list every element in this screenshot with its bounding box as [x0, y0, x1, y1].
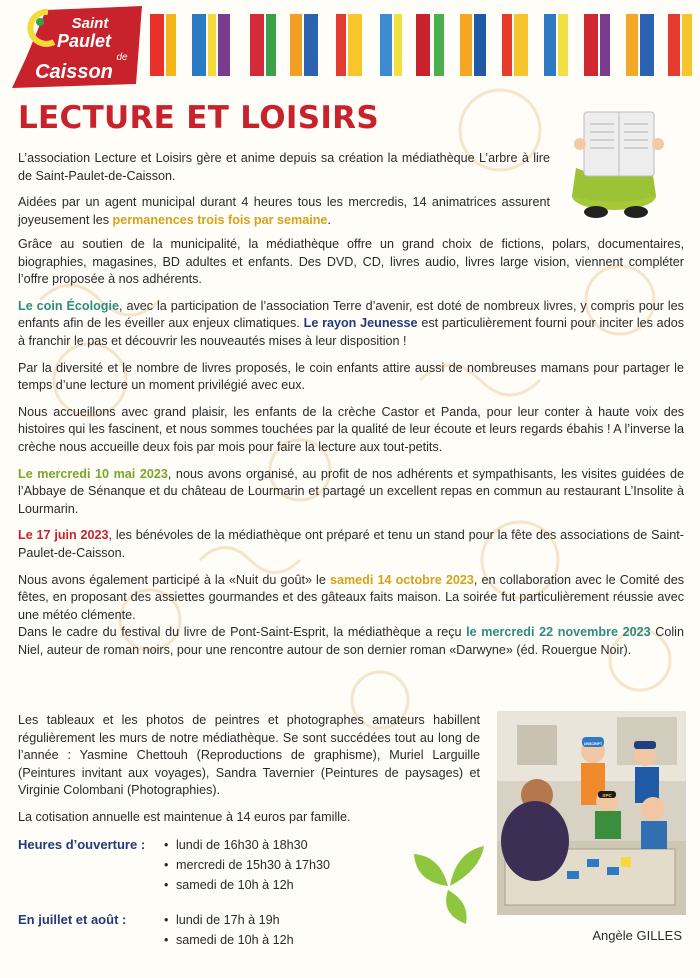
logo-line1: Saint [71, 15, 109, 32]
author-signature: Angèle GILLES [592, 928, 682, 943]
cap-text-2: SPC [602, 793, 612, 798]
hours-item: • samedi de 10h à 12h [164, 875, 330, 895]
paragraph-ecology: Le coin Écologie, avec la participation de l’association Terre d’avenir, est doté de nombreux livres, y compris pour les enfants afin de les éveiller aux enjeux climatiques. Le rayon Jeunesse est particulièrement fourni pour inciter les ados à franchir le pas et découvrir les nouveautés mises à leur disposition ! [18, 298, 684, 348]
leaf-decoration [410, 842, 488, 926]
paragraph-volunteers: Aidées par un agent municipal durant 4 heures tous les mercredis, 14 animatrices assurent joyeusement les permanences trois fois par semaine. [18, 195, 550, 227]
saint-paulet-logo [8, 2, 148, 90]
exhibitions-section [18, 712, 480, 827]
paragraph-fee: La cotisation annuelle est maintenue à 14 euros par famille. [18, 809, 351, 824]
summer-hours-label: En juillet et août : [18, 912, 127, 927]
logo-line3: de [116, 52, 128, 63]
paragraph-events: Nous avons également participé à la «Nuit du goût» le samedi 14 octobre 2023, en collaboration avec le Comité des fêtes, en proposant des assiettes gourmandes et des gâteaux faits maison. La soirée fut particulièrement réussie avec une météo clémente. Dans le cadre du festival du livre de Pont-Saint-Esprit, la médiathèque a reçu le mercredi 22 novembre 2023 Colin Niel, auteur de roman noirs, pour une rencontre autour de son dernier roman «Darwyne» (éd. Rouergue Noir). [18, 572, 684, 657]
paragraph-intro: L’association Lecture et Loisirs gère et anime depuis sa création la médiathèque L’arbre à lire de Saint-Paulet-de-Caisson. [18, 151, 550, 183]
paragraph-june-stand: Le 17 juin 2023, les bénévoles de la médiathèque ont préparé et tenu un stand pour la fête des associations de Saint-Paulet-de-Caisson. [18, 528, 684, 560]
reader-illustration [556, 108, 686, 226]
opening-hours-label: Heures d’ouverture : [18, 837, 146, 852]
paragraph-exhibitions: Les tableaux et les photos de peintres et photographes amateurs habillent régulièrement les murs de notre médiathèque. Se sont succédées tout au long de l’année : Yasmine Chettouh (Reproductions de graphisme), Muriel Larguille (Peintures invitant aux voyages), Sandra Tavernier (Peintures de paysages) et Virginie Colombani (Photographies). [18, 713, 480, 798]
hours-item: • mercredi de 15h30 à 17h30 [164, 855, 330, 875]
hours-item: • lundi de 17h à 19h [164, 910, 294, 930]
logo-line4: Caisson [35, 61, 113, 83]
paragraph-may-outing: Le mercredi 10 mai 2023, nous avons organisé, au profit de nos adhérents et sympathisants, les visites guidées de l’Abbaye de Sénanque et du château de Lourmarin et partagé un excellent repas en commun au restaurant L’Insolite à Lourmarin. [18, 466, 684, 516]
paragraph-creche: Nous accueillons avec grand plaisir, les enfants de la crèche Castor et Panda, pour leur conter à haute voix des histoires qui les fascinent, et nous sommes touchées par la qualité de leur écoute et leurs regards ébahis ! A l’inverse la crèche nous accueille deux fois par mois pour faire la lecture aux tout-petits. [18, 404, 684, 454]
paragraph-children: Par la diversité et le nombre de livres proposés, le coin enfants attire aussi de nombreuses mamans pour partager le temps d’une lecture un moment privilégié avec eux. [18, 360, 684, 393]
summer-hours-list [164, 910, 294, 950]
cap-text-1: UNSCRIPT [583, 742, 603, 746]
page-title: LECTURE ET LOISIRS [18, 100, 379, 136]
hours-item: • lundi de 16h30 à 18h30 [164, 835, 330, 855]
main-section [18, 236, 684, 659]
activity-photo [497, 711, 686, 915]
logo-line2: Paulet [56, 31, 112, 51]
paragraph-collection: Grâce au soutien de la municipalité, la médiathèque offre un grand choix de fictions, polars, documentaires, biographies, magasines, BD adultes et enfants. Des DVD, CD, livres audio, livres large vision, viennent compléter l’offre proposée à nos adhérents. [18, 237, 684, 287]
opening-hours-list [164, 835, 330, 895]
intro-section [18, 150, 550, 238]
hours-item: • samedi de 10h à 12h [164, 930, 294, 950]
decorative-stripes [140, 14, 700, 76]
